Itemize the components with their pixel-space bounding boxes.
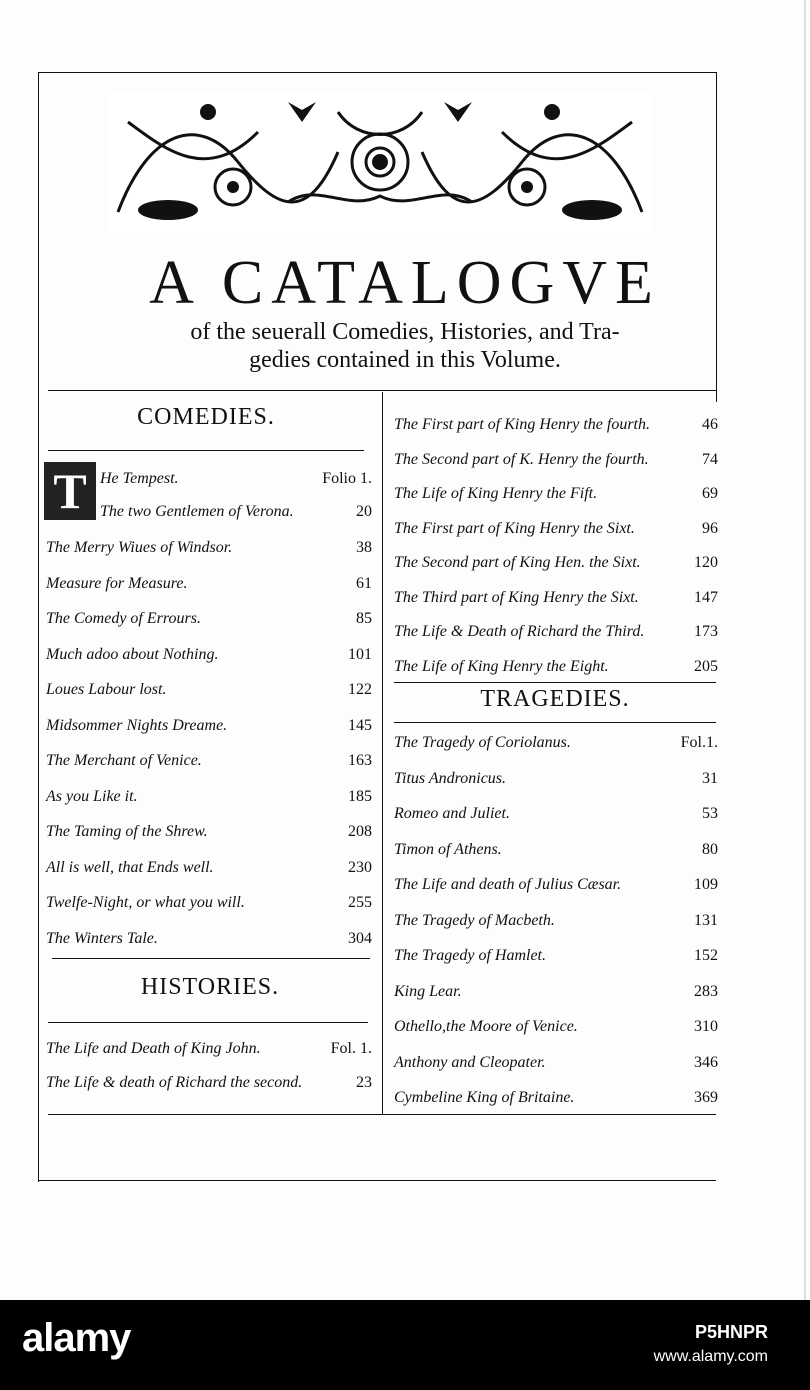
histories-item-page: 23: [356, 1074, 372, 1091]
histories-item: [46, 1068, 372, 1098]
comedies-item-page: 145: [348, 716, 372, 734]
comedies-item-title: He Tempest.: [100, 470, 179, 487]
tragedies-item-title: Cymbeline King of Britaine.: [394, 1089, 575, 1106]
page-edge: [804, 0, 806, 1300]
histories-item: [394, 479, 718, 509]
histories-heading: HISTORIES.: [140, 974, 280, 1000]
tragedies-item-page: 310: [694, 1018, 718, 1035]
comedies-item-page: 101: [348, 645, 372, 663]
histories-item: [394, 617, 718, 647]
comedies-item-title: Measure for Measure.: [46, 574, 188, 592]
comedies-item: [46, 711, 372, 741]
histories-item: [394, 652, 718, 682]
comedies-item-title: As you Like it.: [46, 787, 138, 805]
page-subtitle: [100, 318, 710, 374]
frame-left-rule: [38, 72, 40, 1182]
comedies-item: [46, 604, 372, 634]
comedies-item-page: 304: [348, 929, 372, 947]
comedies-item-title: The two Gentlemen of Verona.: [100, 503, 294, 520]
tragedies-item-title: Timon of Athens.: [394, 840, 502, 858]
histories-item: [394, 410, 718, 440]
image-code: P5HNPR: [694, 1322, 768, 1342]
frame-top-rule: [38, 72, 716, 74]
tragedies-item-title: The Tragedy of Hamlet.: [394, 947, 546, 964]
histories-item-title: The Life & Death of Richard the Third.: [394, 623, 645, 640]
comedies-item: [46, 924, 372, 954]
comedies-item: [46, 569, 372, 599]
tragedies-item-page: Fol.1.: [680, 734, 718, 751]
comedies-item-page: 20: [356, 503, 372, 520]
rule-below-subtitle: [48, 390, 716, 391]
comedies-item: [46, 853, 372, 883]
comedies-item-title: The Merchant of Venice.: [46, 752, 202, 769]
rule-under-tragedies: [394, 722, 716, 723]
histories-item-page: 147: [694, 588, 718, 606]
tragedies-item-page: 369: [694, 1089, 718, 1106]
tragedies-item: [394, 799, 718, 829]
tragedies-item: [394, 906, 718, 936]
tragedies-item-title: The Tragedy of Coriolanus.: [394, 734, 571, 751]
histories-item: [394, 445, 718, 475]
comedies-item: [46, 746, 372, 776]
histories-item-page: Fol. 1.: [330, 1040, 372, 1057]
tragedies-item: [394, 977, 718, 1007]
page-title: A CATALOGVE: [149, 249, 661, 317]
rule-above-histories: [52, 958, 370, 959]
tragedies-item-title: King Lear.: [394, 982, 462, 1000]
drop-cap-initial: T: [44, 462, 96, 520]
tragedies-item: [394, 764, 718, 794]
rule-bottom-catalogue: [48, 1114, 716, 1115]
comedies-item-title: Much adoo about Nothing.: [46, 645, 219, 663]
tragedies-item-title: The Tragedy of Macbeth.: [394, 911, 555, 929]
rule-under-comedies: [48, 450, 364, 451]
comedies-item-title: Midsommer Nights Dreame.: [46, 716, 228, 734]
histories-item-title: The Second part of K. Henry the fourth.: [394, 450, 649, 468]
comedies-item: [100, 497, 372, 527]
histories-item-page: 96: [702, 519, 718, 537]
comedies-item-page: 38: [356, 539, 372, 556]
comedies-item-title: The Merry Wiues of Windsor.: [46, 539, 233, 556]
tragedies-item-title: Anthony and Cleopater.: [394, 1053, 546, 1071]
histories-item-title: The Life and Death of King John.: [46, 1040, 261, 1057]
comedies-item-page: Folio 1.: [322, 470, 372, 487]
histories-item-page: 120: [694, 554, 718, 571]
tragedies-item-page: 152: [694, 947, 718, 964]
tragedies-item-title: Romeo and Juliet.: [394, 805, 510, 822]
watermark-url: www.alamy.com: [653, 1348, 768, 1365]
histories-item: [394, 583, 718, 613]
comedies-item-title: The Comedy of Errours.: [46, 610, 201, 627]
comedies-item-title: The Winters Tale.: [46, 929, 158, 947]
tragedies-item: [394, 728, 718, 758]
tragedies-item: [394, 870, 718, 900]
tragedies-item: [394, 1048, 718, 1078]
tragedies-item-page: 31: [702, 769, 718, 787]
tragedies-item: [394, 1012, 718, 1042]
rule-above-tragedies: [394, 682, 716, 683]
comedies-item-page: 230: [348, 858, 372, 876]
comedies-item-page: 255: [348, 894, 372, 911]
histories-item-title: The First part of King Henry the fourth.: [394, 416, 650, 433]
comedies-item: [100, 464, 372, 494]
comedies-item-title: The Taming of the Shrew.: [46, 823, 208, 840]
tragedies-item-page: 346: [694, 1053, 718, 1071]
comedies-heading: COMEDIES.: [137, 404, 275, 430]
tragedies-item-page: 283: [694, 982, 718, 1000]
comedies-item: [46, 817, 372, 847]
comedies-item-page: 122: [348, 681, 372, 698]
frame-bottom-rule: [38, 1180, 716, 1181]
comedies-item: [46, 782, 372, 812]
histories-item-page: 46: [702, 416, 718, 433]
tragedies-item: [394, 835, 718, 865]
comedies-item-page: 208: [348, 823, 372, 840]
histories-item-title: The First part of King Henry the Sixt.: [394, 519, 635, 537]
frame-right-rule: [716, 72, 718, 402]
tragedies-item-title: Titus Andronicus.: [394, 769, 507, 787]
comedies-item: [46, 533, 372, 563]
comedies-item-page: 61: [356, 574, 372, 592]
histories-item: [46, 1034, 372, 1064]
column-divider: [382, 392, 383, 1114]
histories-item-page: 205: [694, 657, 718, 675]
tragedies-item: [394, 941, 718, 971]
subtitle-line-1: of the seuerall Comedies, Histories, and Tra-: [190, 319, 620, 345]
comedies-item-page: 163: [348, 752, 372, 769]
comedies-item-title: Loues Labour lost.: [46, 681, 167, 698]
histories-item-page: 74: [702, 450, 718, 468]
comedies-item-page: 85: [356, 610, 372, 627]
histories-item-page: 173: [694, 623, 718, 640]
subtitle-line-2: gedies contained in this Volume.: [249, 347, 561, 373]
comedies-item-page: 185: [348, 787, 372, 805]
tragedies-item-page: 109: [694, 876, 718, 893]
comedies-item: [46, 640, 372, 670]
histories-item-title: The Life & death of Richard the second.: [46, 1074, 303, 1091]
histories-item-page: 69: [702, 485, 718, 502]
comedies-item: [46, 888, 372, 918]
tragedies-heading: TRAGEDIES.: [480, 686, 630, 712]
comedies-item-title: Twelfe-Night, or what you will.: [46, 894, 245, 911]
histories-item: [394, 548, 718, 578]
comedies-item-title: All is well, that Ends well.: [46, 858, 214, 876]
rule-under-histories: [48, 1022, 368, 1023]
histories-item-title: The Life of King Henry the Eight.: [394, 657, 609, 675]
tragedies-item-page: 80: [702, 840, 718, 858]
comedies-item: [46, 675, 372, 705]
ornamental-headpiece: [108, 92, 652, 234]
tragedies-item: [394, 1083, 718, 1113]
histories-item: [394, 514, 718, 544]
histories-item-title: The Third part of King Henry the Sixt.: [394, 588, 639, 606]
alamy-logo: alamy: [22, 1316, 131, 1360]
tragedies-item-page: 131: [694, 911, 718, 929]
tragedies-item-title: Othello,the Moore of Venice.: [394, 1018, 578, 1035]
histories-item-title: The Second part of King Hen. the Sixt.: [394, 554, 641, 571]
histories-item-title: The Life of King Henry the Fift.: [394, 485, 598, 502]
tragedies-item-title: The Life and death of Julius Cæsar.: [394, 876, 622, 893]
tragedies-item-page: 53: [702, 805, 718, 822]
